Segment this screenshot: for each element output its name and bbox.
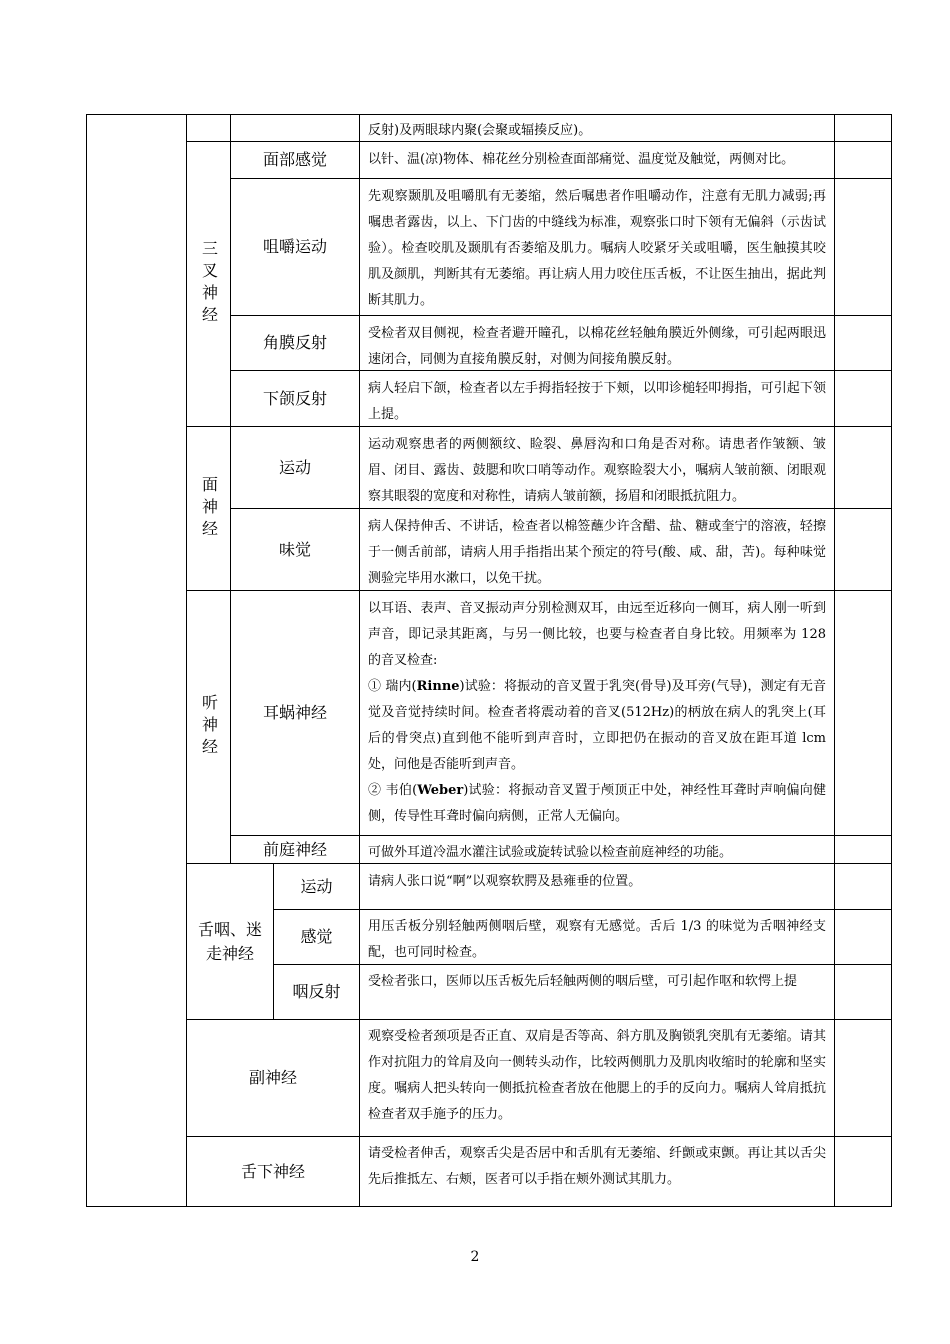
weber-name: Weber — [417, 783, 464, 798]
table-right-border — [891, 114, 892, 1207]
table-top-border — [86, 114, 892, 115]
continuation-text: 反射)及两眼球内聚(会聚或辐揍反应)。 — [368, 123, 592, 138]
weber-desc: )试验：将振动音叉置于颅顶正中处，神经性耳聋时声响偏向健侧，传导性耳聋时偏向病侧，正常人无偏向。 — [368, 783, 826, 824]
cochlear-label: 耳蜗神经 — [262, 703, 327, 722]
taste-text: 病人保持伸舌、不讲话，检查者以棉签蘸少许含醋、盐、糖或奎宁的溶液，轻擦于一侧舌前部，请病人用手指指出某个预定的符号(酸、咸、甜，苦)。每种味觉测验完毕用水漱口，以免干扰。 — [368, 519, 826, 586]
col-line-last — [834, 114, 835, 1207]
gag-reflex-label: 咽反射 — [292, 982, 341, 1001]
corneal-reflex-text: 受检者双目侧视，检查者避开瞳孔，以棉花丝轻触角膜近外侧缘，可引起两眼迅速闭合，同侧为直接角膜反射，对侧为间接角膜反射。 — [368, 326, 826, 367]
cochlear-text — [359, 596, 834, 830]
facial-nerve-name: 面神经 — [199, 475, 219, 542]
chewing-text: 先观察颞肌及咀嚼肌有无萎缩，然后嘱患者作咀嚼动作，注意有无肌力减弱;再嘱患者露齿，以上、下门齿的中缝线为标准，观察张口时下领有无偏斜（示齿试验）。检查咬肌及颞肌有否萎缩及肌力。嘱病人咬紧牙关或咀嚼，医生触摸其咬肌及颜肌，判断其有无萎缩。再让病人用力咬住压舌板，不让医生抽出，据此判断其肌力。 — [368, 189, 826, 308]
rinne-test — [368, 674, 826, 778]
row-line — [273, 909, 892, 910]
gv-sensation-text: 用压舌板分别轻触两侧咽后壁，观察有无感觉。舌后 1/3 的味觉为舌咽神经支配，也可同时检查。 — [368, 919, 826, 960]
facial-nerve-label — [187, 427, 230, 590]
vestibular-text: 可做外耳道冷温水灌注试验或旋转试验以检查前庭神经的功能。 — [368, 845, 733, 860]
table-bottom-border — [86, 1206, 892, 1207]
facial-sensation-text: 以针、温(凉)物体、棉花丝分别检查面部痛觉、温度觉及触觉，两侧对比。 — [368, 152, 795, 167]
gv-motor-label: 运动 — [300, 876, 333, 896]
gag-reflex-text: 受检者张口，医师以压舌板先后轻触两侧的咽后壁，可引起作呕和软愕上提 — [368, 974, 798, 989]
rinne-prefix: ① 瑞内( — [368, 679, 417, 694]
taste-label: 味觉 — [278, 539, 311, 559]
hypoglossal-nerve-label: 舌下神经 — [240, 1161, 305, 1181]
hypoglossal-nerve-text: 请受检者伸舌，观察舌尖是否居中和舌肌有无萎缩、纤颤或束颤。再让其以舌尖先后推抵左、右颊，医者可以手指在颊外测试其肌力。 — [368, 1146, 826, 1187]
auditory-nerve-name: 听神经 — [199, 694, 219, 760]
accessory-nerve-label: 副神经 — [248, 1068, 297, 1087]
corneal-reflex-label: 角膜反射 — [262, 333, 327, 352]
accessory-nerve-text: 观察受检者颈项是否正直、双肩是否等高、斜方肌及胸锁乳突肌有无萎缩。请其作对抗阻力的耸肩及向一侧转头动作，比较两侧肌力及肌肉收缩时的轮廓和坚实度。嘱病人把头转向一侧抵抗检查者放在他腮上的手的反向力。嘱病人耸肩抵抗检查者双手施予的压力。 — [368, 1029, 826, 1122]
chewing-label: 咀嚼运动 — [262, 237, 327, 256]
trigeminal-nerve-label — [187, 142, 230, 426]
gv-motor-text: 请病人张口说“啊”以观察软腭及悬雍垂的位置。 — [368, 874, 642, 889]
weber-prefix: ② 韦伯( — [368, 783, 418, 798]
auditory-nerve-label — [187, 591, 230, 863]
jaw-reflex-text: 病人轻启下颌，检查者以左手拇指轻按于下颊，以叩诊槌轻叩拇指，可引起下领上提。 — [368, 381, 826, 422]
cochlear-intro: 以耳语、表声、音叉振动声分别检测双耳，由远至近移向一侧耳，病人刚一听到声音，即记录其距离，与另一侧比较，也要与检查者自身比较。用频率为 128 的音叉检查: — [368, 601, 826, 668]
facial-motor-label: 运动 — [278, 457, 311, 477]
vestibular-label: 前庭神经 — [262, 839, 327, 859]
jaw-reflex-label: 下颌反射 — [262, 388, 327, 408]
page-number: 2 — [470, 1249, 480, 1265]
trigeminal-nerve-name: 三叉神经 — [199, 240, 219, 328]
gv-sensation-label: 感觉 — [300, 927, 333, 946]
weber-test — [368, 778, 826, 830]
facial-motor-text: 运动观察患者的两侧额纹、睑裂、鼻唇沟和口角是否对称。请患者作皱额、皱眉、闭目、露齿、鼓腮和吹口哨等动作。观察睑裂大小，嘱病人皱前额、闭眼观察其眼裂的宽度和对称性，请病人皱前额，扬眉和闭眼抵抗阻力。 — [368, 437, 826, 504]
rinne-name: Rinne — [416, 679, 460, 694]
glosso-vagus-label: 舌咽、迷走神经 — [197, 919, 262, 963]
rinne-desc: )试验：将振动的音叉置于乳突(骨导)及耳旁(气导)，测定有无音觉及音觉持续时间。检查者将震动着的音叉(512Hz)的柄放在病人的乳突上(耳后的骨突点)直到他不能听到声音时，立即把仍在振动的音叉放在距耳道 lcm 处，问他是否能听到声音。 — [368, 679, 826, 772]
table-left-border — [86, 114, 87, 1207]
facial-sensation-label: 面部感觉 — [262, 150, 327, 169]
